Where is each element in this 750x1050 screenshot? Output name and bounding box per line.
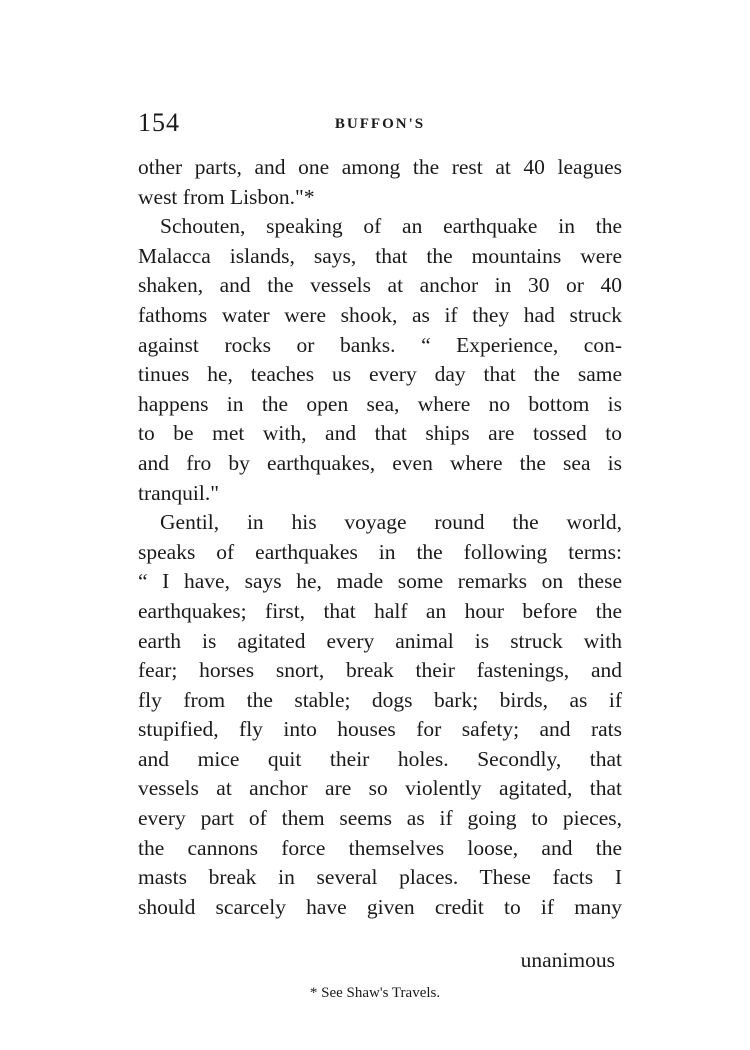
text-line: fathoms water were shook, as if they had struck (138, 302, 622, 327)
body-text (138, 153, 622, 922)
text-line: stupified, fly into houses for safety; and rats (138, 717, 622, 742)
page-number: 154 (138, 108, 180, 137)
text-line: masts break in several places. These facts I (138, 865, 622, 890)
text-line: tinues he, teaches us every day that the same (138, 362, 622, 387)
text-line: Malacca islands, says, that the mountains were (138, 243, 622, 268)
text-line: earthquakes; first, that half an hour before the (138, 598, 622, 623)
running-title: BUFFON'S (334, 116, 426, 132)
text-line: tranquil." (138, 480, 220, 505)
text-line: Schouten, speaking of an earthquake in the (160, 214, 622, 239)
text-line: to be met with, and that ships are tossed to (138, 421, 622, 446)
footnote: * See Shaw's Travels. (309, 985, 441, 1001)
text-line: earth is agitated every animal is struck with (138, 628, 622, 653)
text-line: “ I have, says he, made some remarks on these (138, 569, 622, 594)
running-head (138, 108, 622, 142)
text-line: happens in the open sea, where no bottom is (138, 391, 622, 416)
catchword: unanimous (520, 948, 615, 972)
text-line: and mice quit their holes. Secondly, that (138, 746, 622, 771)
text-line: fear; horses snort, break their fastenings, and (138, 658, 622, 683)
text-line: vessels at anchor are so violently agitated, that (138, 776, 622, 801)
text-line: should scarcely have given credit to if many (138, 894, 622, 919)
text-line: fly from the stable; dogs bark; birds, as if (138, 687, 622, 712)
text-line: and fro by earthquakes, even where the sea is (138, 450, 622, 475)
text-line: against rocks or banks. “ Experience, con- (138, 332, 622, 357)
text-line: shaken, and the vessels at anchor in 30 or 40 (138, 273, 622, 298)
text-line: Gentil, in his voyage round the world, (160, 510, 622, 535)
text-line: other parts, and one among the rest at 40 leagues (138, 155, 622, 179)
text-line: west from Lisbon."* (138, 184, 315, 209)
text-line: every part of them seems as if going to pieces, (138, 806, 622, 831)
text-line: speaks of earthquakes in the following terms: (138, 539, 622, 564)
text-line: the cannons force themselves loose, and the (138, 835, 622, 860)
